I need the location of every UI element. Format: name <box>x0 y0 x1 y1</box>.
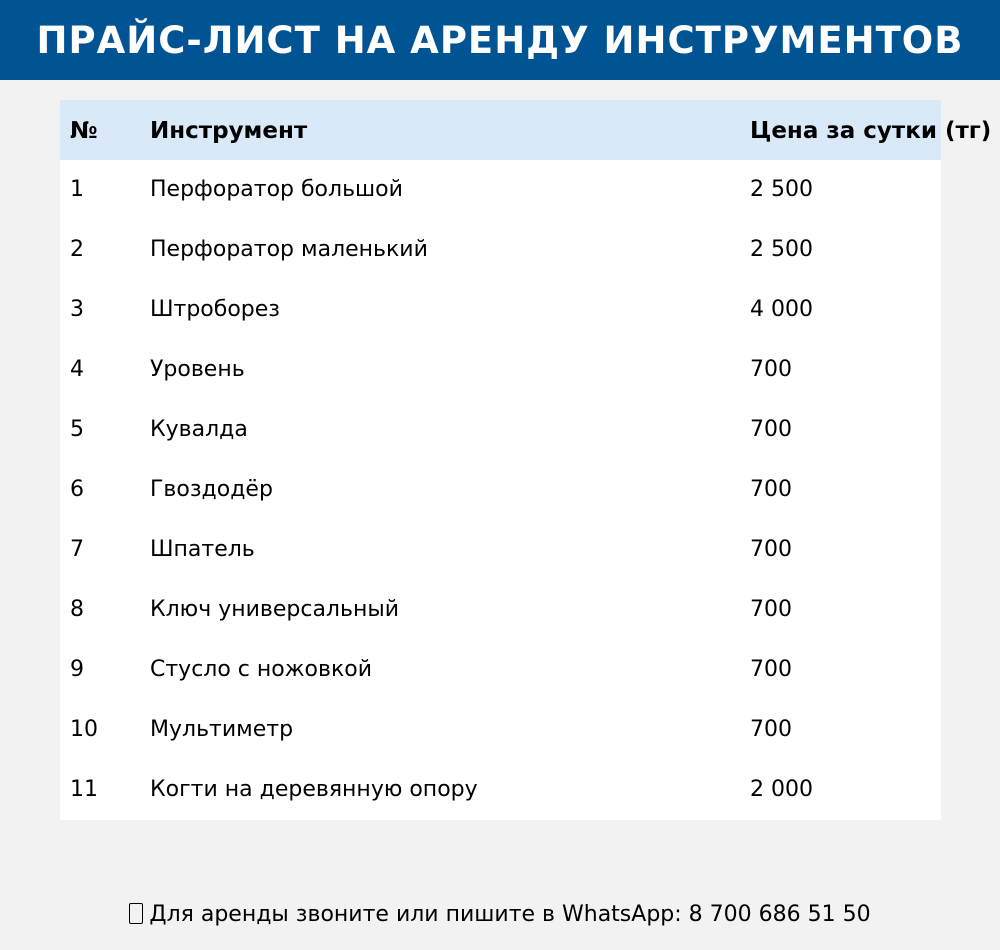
tool-name: Стусло с ножовкой <box>150 657 373 682</box>
table-row <box>60 160 941 220</box>
tool-name: Гвоздодёр <box>150 477 273 502</box>
table-row <box>60 640 941 700</box>
page-header <box>0 0 1000 80</box>
column-header-price: Цена за сутки (тг) <box>750 118 992 144</box>
tool-price: 2 500 <box>750 237 813 262</box>
tool-price: 700 <box>750 717 792 742</box>
tool-name: Перфоратор большой <box>150 177 403 202</box>
tool-price: 700 <box>750 357 792 382</box>
tool-name: Уровень <box>150 357 245 382</box>
table-row <box>60 760 941 820</box>
table-row <box>60 400 941 460</box>
row-number: 6 <box>70 477 84 502</box>
tool-price: 700 <box>750 417 792 442</box>
tool-name: Ключ универсальный <box>150 597 400 622</box>
column-header-number: № <box>70 118 98 144</box>
table-row <box>60 220 941 280</box>
row-number: 9 <box>70 657 84 682</box>
table-header-row <box>60 100 992 160</box>
table-body <box>60 160 941 820</box>
row-number: 5 <box>70 417 84 442</box>
tool-price: 2 000 <box>750 777 813 802</box>
row-number: 2 <box>70 237 84 262</box>
tool-price: 700 <box>750 477 792 502</box>
table-row <box>60 460 941 520</box>
table-row <box>60 280 941 340</box>
row-number: 8 <box>70 597 84 622</box>
table-row <box>60 340 941 400</box>
row-number: 3 <box>70 297 84 322</box>
phone-icon <box>129 903 143 924</box>
row-number: 7 <box>70 537 84 562</box>
tool-price: 700 <box>750 657 792 682</box>
tool-name: Когти на деревянную опору <box>150 777 478 802</box>
tool-price: 4 000 <box>750 297 813 322</box>
tool-price: 700 <box>750 597 792 622</box>
table-row <box>60 520 941 580</box>
tool-price: 2 500 <box>750 177 813 202</box>
row-number: 1 <box>70 177 84 202</box>
row-number: 4 <box>70 357 84 382</box>
contact-footer <box>0 895 1000 935</box>
row-number: 11 <box>70 777 98 802</box>
table-row <box>60 700 941 760</box>
tool-name: Кувалда <box>150 417 248 442</box>
tool-price: 700 <box>750 537 792 562</box>
page-title: ПРАЙС-ЛИСТ НА АРЕНДУ ИНСТРУМЕНТОВ <box>36 18 964 62</box>
contact-text: Для аренды звоните или пишите в WhatsApp: 8 700 686 51 50 <box>149 902 871 927</box>
tool-name: Шпатель <box>150 537 255 562</box>
tool-name: Мультиметр <box>150 717 294 742</box>
table-row <box>60 580 941 640</box>
tool-name: Перфоратор маленький <box>150 237 428 262</box>
column-header-tool: Инструмент <box>150 118 308 144</box>
price-table <box>60 100 992 820</box>
tool-name: Штроборез <box>150 297 280 322</box>
row-number: 10 <box>70 717 98 742</box>
